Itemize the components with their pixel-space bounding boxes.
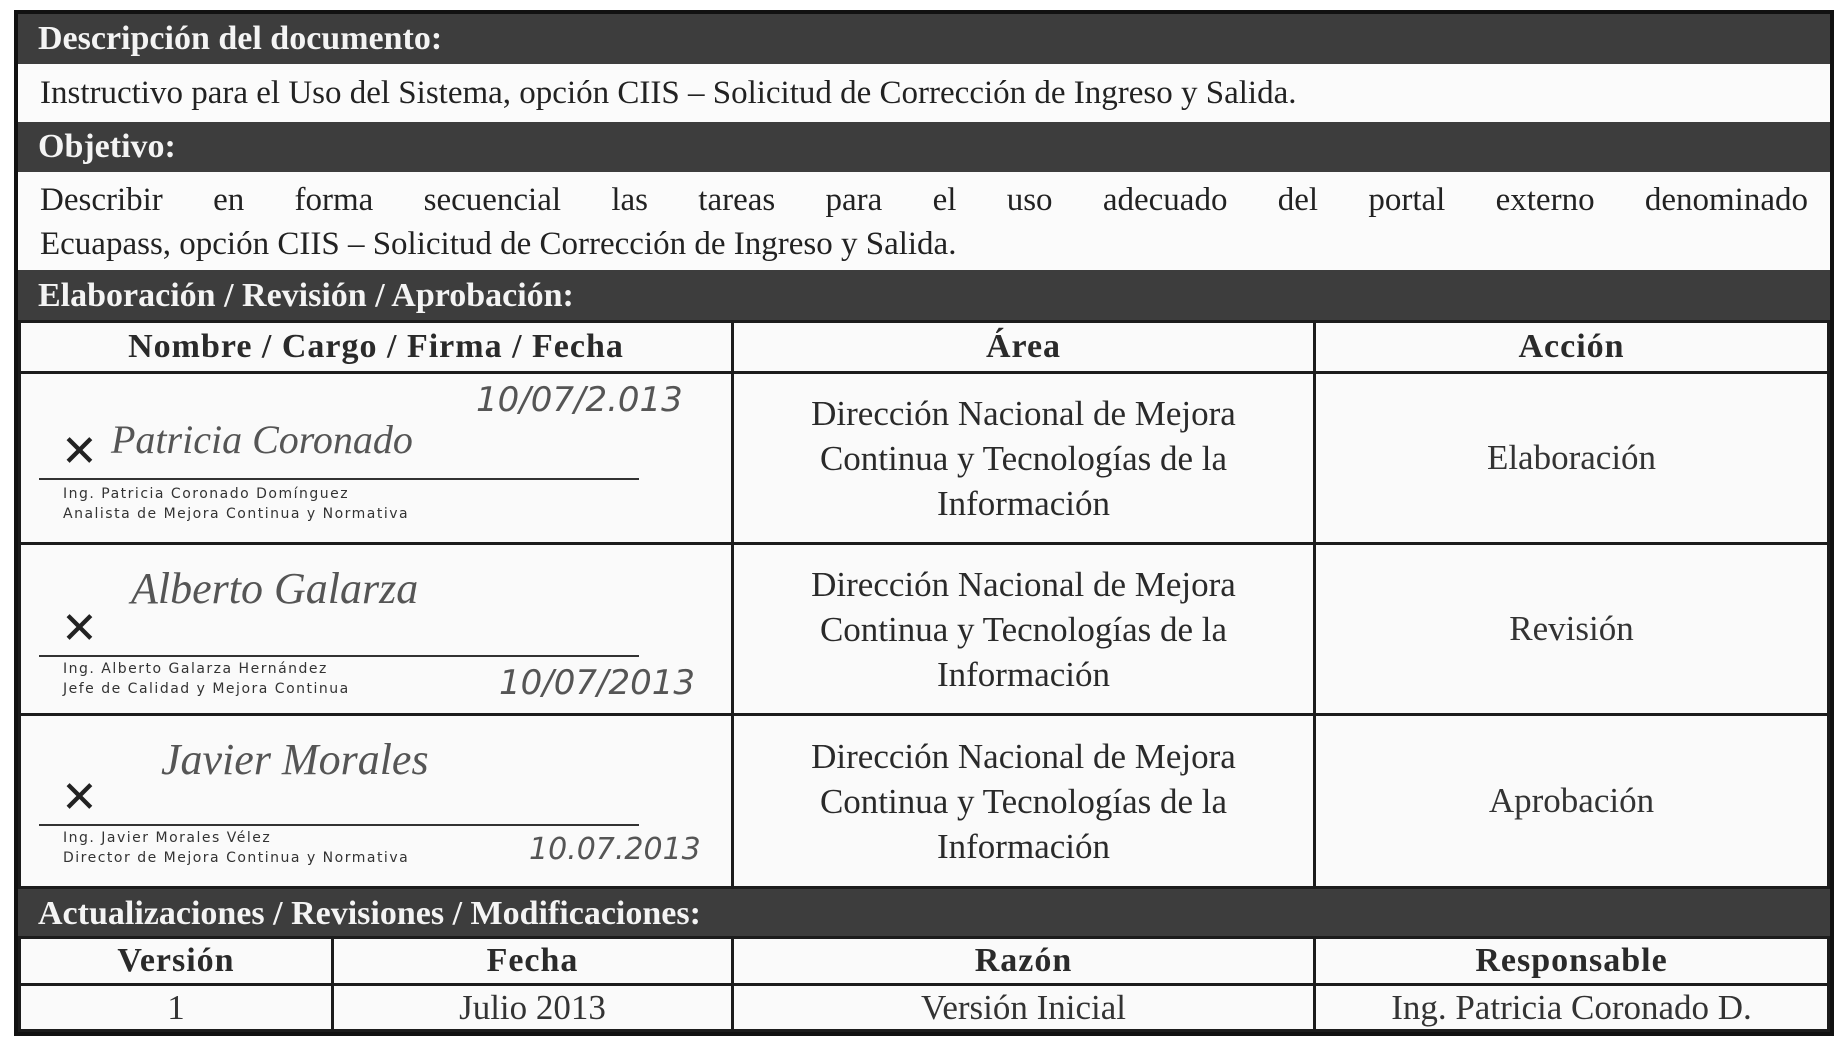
area-line: Información xyxy=(937,826,1110,866)
handwritten-signature: Alberto Galarza xyxy=(131,564,419,613)
handwritten-signature: Patricia Coronado xyxy=(111,417,413,462)
objetivo-line-2: Ecuapass, opción CIIS – Solicitud de Corrección de Ingreso y Salida. xyxy=(40,226,957,262)
cell-version: 1 xyxy=(18,983,334,1032)
objetivo-line-1: Describir en forma secuencial las tareas para el uso adecuado del portal externo denominado xyxy=(40,182,1808,218)
signature-line xyxy=(39,478,639,480)
x-mark-icon: ✕ xyxy=(61,772,98,823)
accion-cell-aprobacion: Aprobación xyxy=(1313,713,1830,889)
signature-cell-aprobacion xyxy=(18,713,734,889)
header-fecha: Fecha xyxy=(331,936,734,986)
signature-line xyxy=(39,824,639,826)
header-razon: Razón xyxy=(731,936,1316,986)
header-version: Versión xyxy=(18,936,334,986)
area-cell-aprobacion xyxy=(731,713,1316,889)
cell-fecha: Julio 2013 xyxy=(331,983,734,1032)
signer-cargo: Analista de Mejora Continua y Normativa xyxy=(63,506,410,522)
section-header-objetivo: Objetivo: xyxy=(18,122,1830,172)
header-area: Área xyxy=(731,320,1316,374)
section-header-descripcion: Descripción del documento: xyxy=(18,14,1830,64)
signer-info xyxy=(63,659,350,699)
descripcion-text: Instructivo para el Uso del Sistema, opción CIIS – Solicitud de Corrección de Ingreso y Salida. xyxy=(40,75,1297,111)
document-frame xyxy=(14,10,1834,1036)
signer-cargo: Director de Mejora Continua y Normativa xyxy=(63,850,410,866)
section-header-aprobacion: Elaboración / Revisión / Aprobación: xyxy=(18,270,1830,322)
area-line: Información xyxy=(937,483,1110,523)
area-line: Continua y Tecnologías de la xyxy=(819,781,1228,821)
signer-cargo: Jefe de Calidad y Mejora Continua xyxy=(63,681,350,697)
accion-cell-revision: Revisión xyxy=(1313,542,1830,716)
area-line: Dirección Nacional de Mejora xyxy=(811,736,1236,776)
signer-name: Ing. Patricia Coronado Domínguez xyxy=(63,486,350,502)
section-header-actualizaciones: Actualizaciones / Revisiones / Modificaciones: xyxy=(18,889,1830,939)
signer-info xyxy=(63,484,409,524)
x-mark-icon: ✕ xyxy=(61,426,98,477)
cell-razon: Versión Inicial xyxy=(731,983,1316,1032)
area-line: Continua y Tecnologías de la xyxy=(819,609,1228,649)
handwritten-date: 10/07/2.013 xyxy=(476,380,683,420)
header-responsable: Responsable xyxy=(1313,936,1830,986)
header-accion: Acción xyxy=(1313,320,1830,374)
signer-info xyxy=(63,828,409,868)
signer-name: Ing. Javier Morales Vélez xyxy=(63,830,272,846)
header-nombre: Nombre / Cargo / Firma / Fecha xyxy=(18,320,734,374)
area-cell-elaboracion xyxy=(731,371,1316,545)
handwritten-date: 10.07.2013 xyxy=(529,832,701,867)
area-cell-revision xyxy=(731,542,1316,716)
cell-responsable: Ing. Patricia Coronado D. xyxy=(1313,983,1830,1032)
area-line: Información xyxy=(937,654,1110,694)
area-line: Dirección Nacional de Mejora xyxy=(811,564,1236,604)
x-mark-icon: ✕ xyxy=(61,603,98,654)
area-line: Continua y Tecnologías de la xyxy=(819,438,1228,478)
signer-name: Ing. Alberto Galarza Hernández xyxy=(63,661,328,677)
handwritten-signature: Javier Morales xyxy=(161,735,429,784)
area-line: Dirección Nacional de Mejora xyxy=(811,393,1236,433)
signature-cell-revision xyxy=(18,542,734,716)
accion-cell-elaboracion: Elaboración xyxy=(1313,371,1830,545)
signature-line xyxy=(39,655,639,657)
signature-cell-elaboracion xyxy=(18,371,734,545)
handwritten-date: 10/07/2013 xyxy=(499,663,695,703)
